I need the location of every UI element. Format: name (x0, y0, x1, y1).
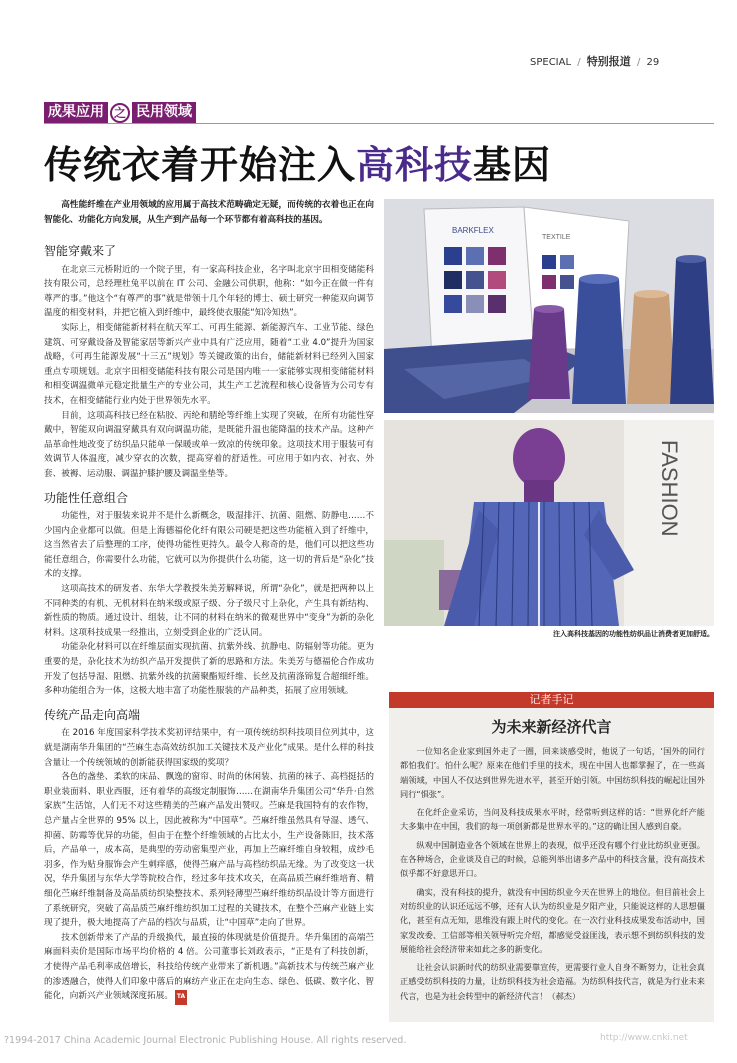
section-tag-part-a: 成果应用 (44, 102, 108, 123)
sidebar-body (400, 744, 705, 1007)
end-mark: TA (175, 990, 187, 1005)
section-heading-3: 传统产品走向高端 (44, 707, 141, 722)
footer-url[interactable]: http://www.cnki.net (600, 1033, 688, 1043)
sidebar-header: 记者手记 (389, 692, 714, 708)
section-heading-1: 智能穿戴来了 (44, 244, 117, 258)
paragraph (44, 931, 374, 1005)
paragraph: 目前，这项高科技已经在粘胶、丙纶和腈纶等纤维上实现了突破，在所有功能性穿戴中，智能双向调温穿戴具有双向调温功能，是既能升温也能降温的技术产品。这种产品革命性地改变了纺织品只能单一保暖或单一致凉的传统印象。这项技术用于服装可有效调节人体温度，减少穿衣的次数，提高穿着的舒适性。可应用于如内衣、衬衣、外套、被褥、运动服、调温护膝护腰及调温坐垫等。 (44, 410, 374, 479)
sidebar-paragraph: 纵观中国制造业各个领域在世界上的表现，似乎还没有哪个行业比纺织业更强。在各种场合，企业谈及自己的时候，总能列举出诸多产品中的科技含量，没有高技术似乎都不好意思开口。 (400, 839, 705, 879)
section-heading-2: 功能性任意组合 (44, 490, 129, 505)
swatch-label-2: TEXTILE (542, 234, 571, 241)
footer-copyright: ?1994-2017 China Academic Journal Electronic Publishing House. All rights reserved. (4, 1035, 407, 1046)
paragraph: 功能性，对于服装来说并不是什么新概念，吸湿排汗、抗菌、阻燃、防静电……不少国内企业都可以做。但是上海德福伦化纤有限公司硬是把这些功能植入到了纤维中，这当然省去了后整理的工序，使得功能性更持久。最令人称奇的是，他们可以把这些功能任意组合，你需要什么功能，它就可以为你提供什么功能，这一切的背后是“杂化”技术的支撑。 (44, 511, 374, 580)
header-label-cn: 特别报道 (586, 55, 631, 68)
section-tag-part-b: 民用领域 (132, 102, 196, 123)
sidebar-title: 为未来新经济代言 (491, 718, 612, 736)
header-label-en: SPECIAL (530, 57, 572, 68)
article-body (44, 238, 374, 1005)
section-tag (44, 102, 196, 123)
header-separator: / (577, 57, 581, 68)
paragraph: 实际上，相变储能新材料在航天军工、可再生能源、新能源汽车、工业节能、绿色建筑、可穿戴设备及智能家居等新兴产业中具有广泛应用，随着“工业 4.0”提升为国家战略，《可再生能源发展“十三五”规划》等关键政策的出台，储能新材料已经列入国家重点专项规划。北京宇田相变储能科技有限公司是国内唯一一家能够实现相变储能材料和相变调温微单元稳定批量生产的专业公司，其生产工艺流程和核心设备皆为公司专有技术，在相变储能行业内处于世界领先水平。 (44, 322, 374, 406)
swatch-label-1: BARKFLEX (452, 226, 494, 235)
paragraph: 各色的盏垫、柔软的床品、飘逸的窗帘、时尚的休闲装、抗菌的袜子、高档挺括的职业装面料、职业西服，还有着华的高级定制服饰……在湖南华升集团公司“华升·自然家族”生活馆，人们无不对这些精美的苎麻产品发出赞叹。苎麻是我国特有的农作物，总产量占全世界的 95% 以上，因此被称为“中国草”。苎麻纤维虽然具有导湿、透气、抑菌、防霉等优异的功能，但由于在整个纤维领域的占比太小，生产设备陈旧，技术落后，产品单一，成本高，是典型的劳动密集型产业，再加上苎麻纤维自身较粗，成纱毛羽多，作为贴身服饰会产生刺痒感，使得苎麻产品与高档纺织品无缘。为了改变这一状况，华升集团与东华大学等院校合作，经过多年技术攻关，在高品质苎麻纤维培育、精细化苎麻纤维制备及高品质纺织染整技术、系列轻薄型苎麻纤维纺织品设计等方面进行了系统研究，突破了高品质苎麻纤维纺织加工过程的关键技术，在整个苎麻产业链上实现了提升，极大地提高了产品的档次与品质，让“中国草”走向了世界。 (44, 772, 374, 929)
mannequin-illustration (384, 420, 714, 626)
paragraph-text: 技术创新带来了产品的升级换代，最直接的体现就是价值提升。华升集团的高端苎麻面料卖价是国际市场平均价格的 4 倍。公司董事长刘政表示，“正是有了科技创新，才使得产品毛利率成倍增长，科技给传统产业带来了新机遇。”高新技术与传统苎麻产业的渗透融合，使得人们印象中落后的麻纺产业正在走向生态、绿色、低碳、数字化、智能化，向新兴产业领域深度拓展。 (44, 932, 374, 1002)
page-number: 29 (646, 57, 660, 68)
photo-caption: 注入高科技基因的功能性纺织品让消费者更加舒适。 (553, 630, 714, 638)
running-header (530, 53, 710, 69)
section-divider (44, 123, 714, 124)
yarn-display-illustration (384, 199, 714, 413)
paragraph: 功能杂化材料可以在纤维层面实现抗菌、抗紫外线、抗静电、防辐射等功能。更为重要的是，杂化技术为纺织产品开发提供了新的思路和方法。朱美芳与德福伦合作成功开发了包括导湿、阻燃、抗紫外线的抗菌聚酯短纤维、长丝及抗菌涤锦复合超细纤维。多种功能组合为一体，这极大地丰富了功能性服装的产品种类，拓展了应用领域。 (44, 642, 374, 697)
title-highlight: 高科技 (356, 143, 474, 187)
lead-paragraph: 高性能纤维在产业用领域的应用属于高技术范畴确定无疑，而传统的衣着也正在向智能化、功能化方向发展，从生产到产品每一个环节都有着高科技的基因。 (44, 200, 374, 225)
sidebar-paragraph: 让社会认识新时代的纺织业需要靠宣传，更需要行业人自身不断努力，让社会真正感受纺织科技的力量，让纺织科技为社会造福。为纺织科技代言，就是为行业未来代言，也是为社会转型中的新经济代言！（郝杰） (400, 962, 705, 1001)
photo-mannequin (384, 420, 714, 626)
section-tag-connector: 之 (110, 103, 130, 123)
title-part1: 传统衣着开始注入 (44, 143, 357, 187)
paragraph: 这项高技术的研发者、东华大学教授朱美芳解释说，所谓“杂化”，就是把两种以上不同种类的有机、无机材料在纳米级或原子级、分子级尺寸上杂化，产生具有新结构、新性质的物质。通过设计、组装，让不同的材料在纳米的微观世界中“变身”为新的杂化材料。这项科技成果一经推出，立刻受到企业的广泛认同。 (44, 584, 374, 638)
page-title (44, 134, 551, 189)
header-separator-2: / (636, 57, 641, 68)
sidebar-paragraph: 确实，没有科技的提升，就没有中国纺织业今天在世界上的地位。但目前社会上对纺织业的认识还远远不够，还有人认为纺织业是夕阳产业，只能说这样的人思想僵化，甚至有点无知，思维没有跟上时代的变化。在一次行业科技成果发布活动中，国家发改委、工信部等相关领导听完介绍，都感觉受益匪浅，表示想不到纺织科技的发展能给社会经济带来如此之多的新变化。 (400, 886, 705, 954)
photo-yarn-display (384, 199, 714, 413)
title-part2: 基因 (473, 143, 552, 187)
sidebar-paragraph: 在化纤企业采访，当问及科技成果水平时，经常听到这样的话：“世界化纤产能大多集中在中国，我们的每一项创新都是世界水平的。”这的确让国人感到自豪。 (400, 807, 705, 832)
paragraph: 在北京三元桥附近的一个院子里，有一家高科技企业，名字叫北京宇田相变储能科技有限公司，总经理杜兔平以前在 IT 公司、金融公司供职，他称：“如今正在做一件有尊严的事。”他这个“有尊严的事”就是带领十几个年轻的博士、硕士研究一种能双向调节温度的相变材料，并把它植入到纤维中，最终使衣服能“知冷知热”。 (44, 264, 374, 319)
wall-text: FASHION (657, 440, 682, 537)
sidebar-paragraph: 一位知名企业家到国外走了一圈，回来谈感受时，他说了一句话，‘国外的同行都怕我们’。怕什么呢？原来在他们手里的技术，现在中国人也都掌握了，在一些高端领域，中国人不仅达到世界先进水平，甚至开始引领。中国纺织科技的崛起让国外同行“惧张”。 (400, 746, 705, 799)
paragraph: 在 2016 年度国家科学技术奖初评结果中，有一项传统纺织科技项目位列其中，这就是湖南华升集团的“苎麻生态高效纺织加工关键技术及产业化”成果。是什么样的科技含量让一个传统领域的创新能获得国家级的奖项？ (44, 728, 374, 768)
